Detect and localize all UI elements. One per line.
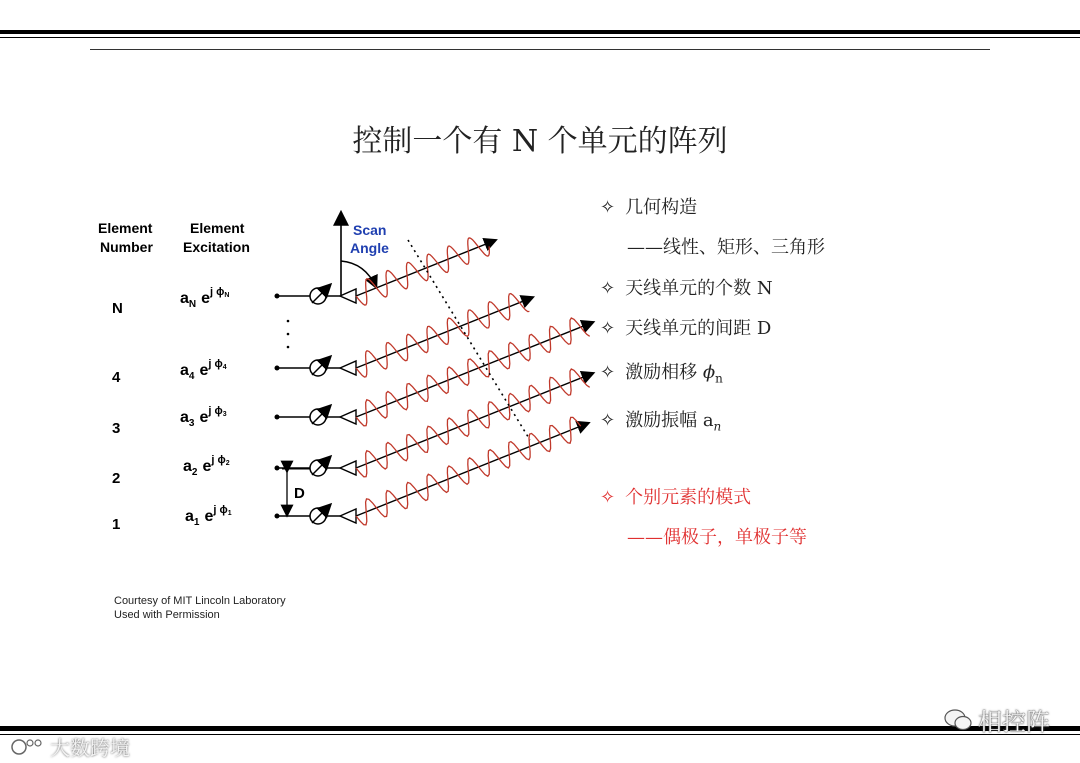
bullet-amplitude: ✧ 激励振幅 $a_n$	[600, 410, 722, 434]
wave-3	[356, 318, 590, 426]
excitation-3	[180, 405, 227, 429]
col1-header-line1: Element	[98, 220, 153, 236]
courtesy-line1: Courtesy of MIT Lincoln Laboratory	[114, 595, 286, 607]
scan-angle-arc	[341, 261, 376, 287]
courtesy-line2: Used with Permission	[114, 609, 220, 621]
row-number-4: 4	[112, 369, 121, 386]
svg-text:a2ej ϕ2: $a_2$ $e^{j \phi}2$	[183, 454, 230, 478]
beam-arrow-1	[356, 423, 588, 516]
col2-header-line2: Excitation	[183, 239, 250, 255]
svg-text:a4ej ϕ4: $a_4$ $e^{j \phi}4$	[180, 358, 227, 382]
ellipsis-dots	[287, 320, 290, 349]
bullet-element-spacing: ✧ 天线单元的间距 D	[600, 318, 772, 339]
beam-arrow-3	[356, 322, 593, 417]
bottom-rule-thick	[0, 726, 1080, 731]
brand-logo-icon	[10, 737, 44, 762]
phased-array-figure	[90, 195, 650, 615]
svg-text:a3ej ϕ3: $a_3$ $e^{j \phi}3$	[180, 405, 227, 429]
bullet-element-pattern-detail: ——偶极子，单极子等	[627, 527, 807, 548]
top-rule-thick	[0, 30, 1080, 34]
watermark-right: 相控阵	[944, 702, 1050, 738]
row-number-2: 2	[112, 470, 121, 487]
row-number-3: 3	[112, 420, 121, 437]
bullet-element-count: ✧ 天线单元的个数 N	[600, 278, 773, 299]
svg-text:aNej ϕN: $a_N$ $e^{j \phi}N$	[180, 286, 230, 310]
antenna-2	[340, 461, 356, 475]
excitation-N	[180, 286, 229, 310]
array-element-4	[275, 294, 533, 377]
beam-arrow-2	[356, 373, 593, 468]
bottom-rule-thin	[0, 734, 1080, 735]
antenna-N	[340, 289, 356, 303]
row-number-N: N	[112, 300, 123, 317]
antenna-1	[340, 509, 356, 523]
col2-header-line1: Element	[190, 220, 245, 236]
header-divider	[90, 49, 990, 50]
spacing-label: D	[294, 485, 305, 502]
excitation-2	[183, 454, 230, 478]
wechat-icon	[944, 708, 972, 738]
slide-title: 控制一个有 N 个单元的阵列	[352, 124, 728, 159]
row-number-1: 1	[112, 516, 121, 533]
watermark-left: 大数跨境	[10, 732, 130, 762]
bullet-phase-shift: ✧ 激励相移 $\phi_n$	[600, 362, 723, 386]
antenna-3	[340, 410, 356, 424]
antenna-4	[340, 361, 356, 375]
bullet-element-pattern: ✧ 个别元素的模式	[600, 487, 752, 508]
svg-text:a1ej ϕ1: $a_1$ $e^{j \phi}1$	[185, 504, 232, 528]
excitation-1	[185, 504, 232, 528]
bullet-geometry-detail: ——线性、矩形、三角形	[627, 237, 825, 258]
excitation-4	[180, 358, 227, 382]
bullet-geometry: ✧ 几何构造	[600, 197, 698, 218]
scan-angle-line2: Angle	[350, 240, 389, 256]
col1-header-line2: Number	[100, 239, 153, 255]
top-rule-thin	[0, 37, 1080, 38]
figure-courtesy	[114, 594, 286, 622]
scan-angle-line1: Scan	[353, 222, 387, 238]
